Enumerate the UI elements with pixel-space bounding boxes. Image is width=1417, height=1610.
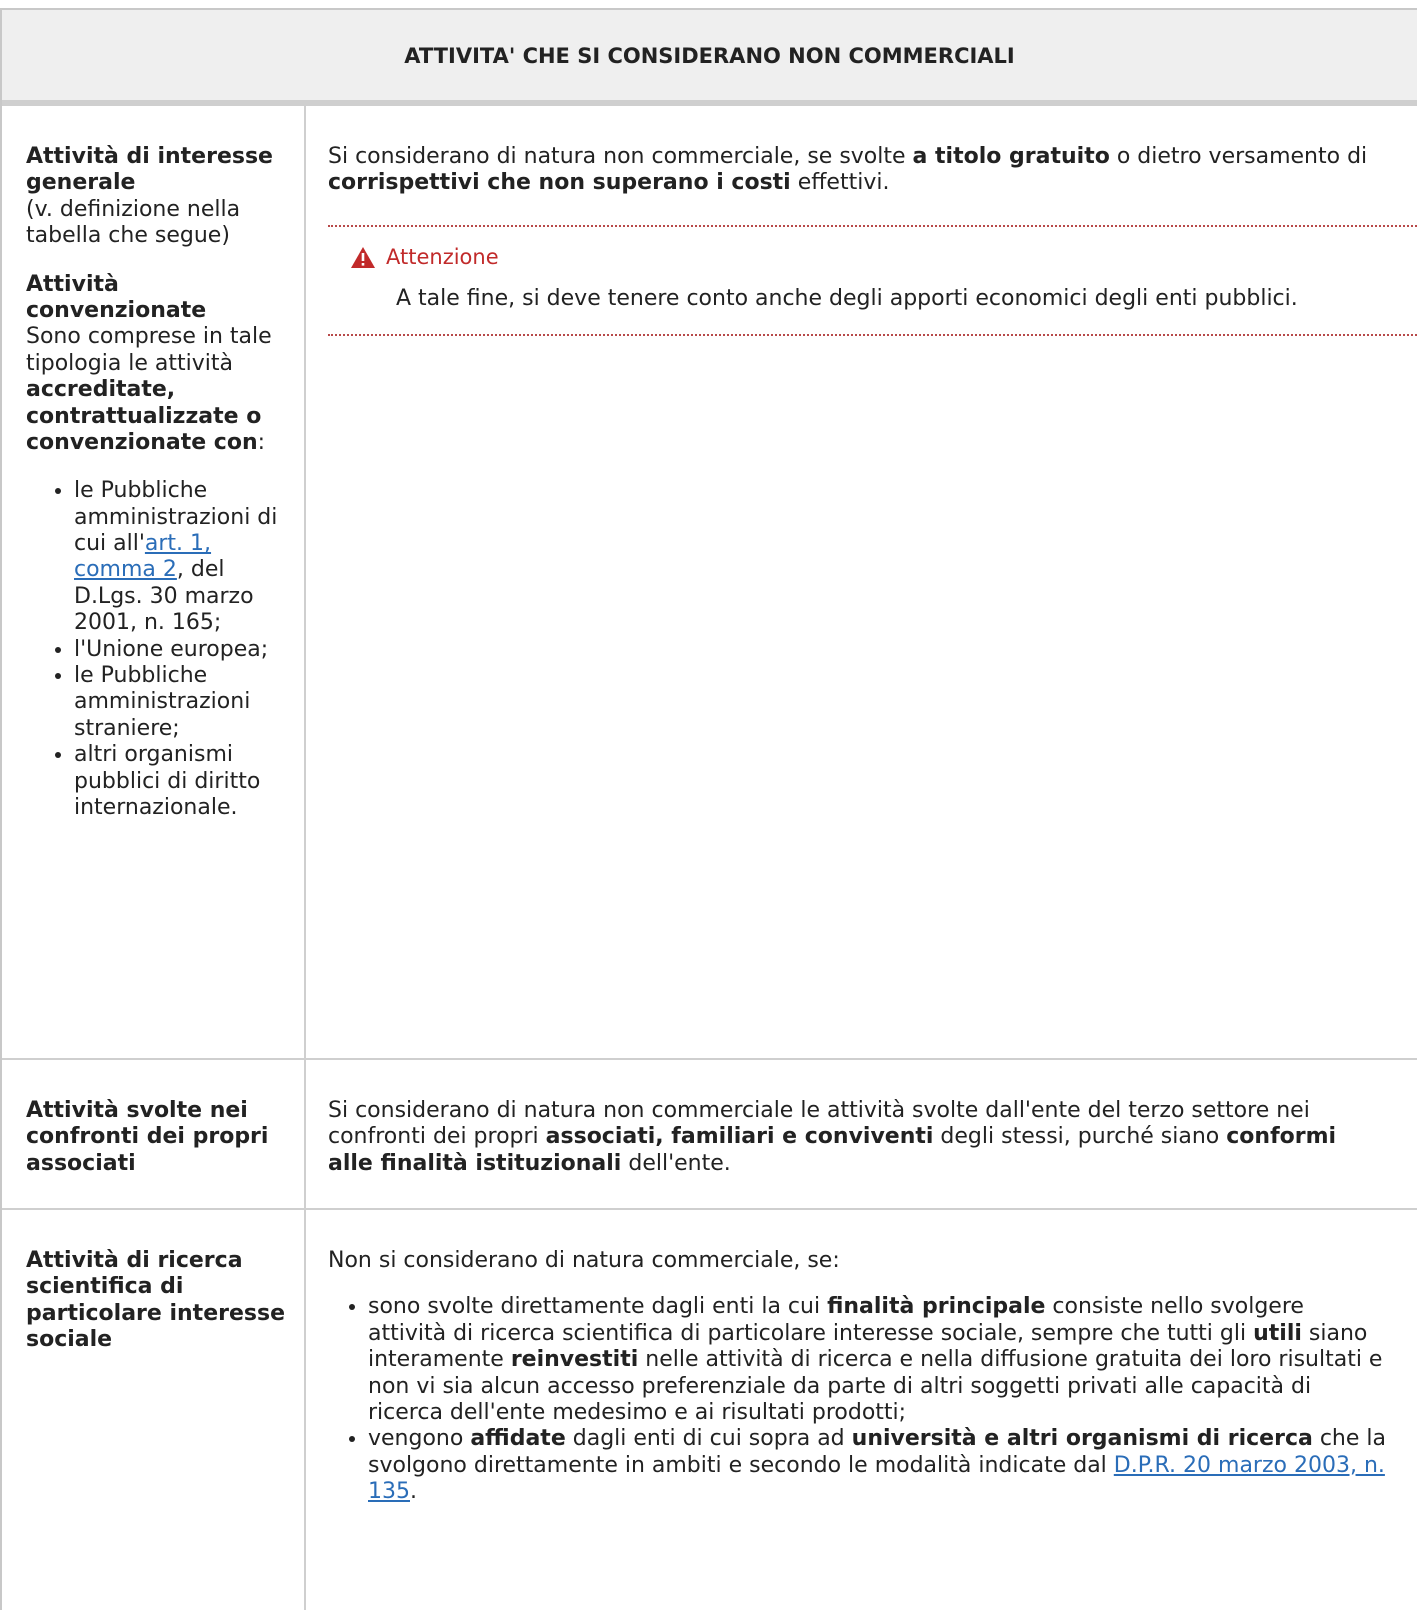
row-title-agreed: Attività convenzionate: [26, 271, 207, 323]
list-item: • l'Unione europea;: [74, 637, 294, 663]
list-item: • le Pubbliche amministrazioni straniere;: [74, 663, 294, 742]
content-paragraph: Si considerano di natura non commerciale le attività svolte dall'ente del terzo settore nei confronti dei propri associati, familiari e conviventi degli stessi, purché siano conformi alle finalità istituzionali dell'ente.: [328, 1098, 1337, 1176]
attention-text: A tale fine, si deve tenere conto anche degli apporti economici degli enti pubblici.: [396, 285, 1298, 311]
table-header: [2, 8, 1417, 106]
row-label-cell: [2, 1060, 306, 1208]
row-label-cell: [2, 1210, 306, 1610]
content-paragraph: Si considerano di natura non commerciale, se svolte a titolo gratuito o dietro versamento di corrispettivi che non superano i costi effettivi.: [328, 144, 1368, 196]
table-row: [2, 1060, 1417, 1210]
row-content-cell: [306, 1210, 1417, 1610]
table-row: [2, 106, 1417, 1060]
list-item: • sono svolte direttamente dagli enti la cui finalità principale consiste nello svolgere attività di ricerca scientifica di particolare interesse sociale, sempre che tutti gli utili siano interamente reinvestiti nelle attività di ricerca e nella diffusione gratuita dei loro risultati e non vi sia alcun accesso preferenziale da parte di altri soggetti privati alle capacità di ricerca dell'ente medesimo e ai risultati prodotti;: [368, 1294, 1387, 1426]
attention-label: Attenzione: [386, 244, 499, 269]
law-link-art1[interactable]: art. 1, comma 2: [74, 531, 212, 583]
row-content-cell: [306, 106, 1417, 1058]
entities-list: [26, 478, 294, 821]
conditions-list: [328, 1294, 1417, 1505]
row-content-cell: [306, 1060, 1417, 1208]
row-title-research: Attività di ricerca scientifica di particolare interesse sociale: [26, 1248, 285, 1353]
commercial-activities-table: [0, 8, 1417, 1610]
row-title-associates: Attività svolte nei confronti dei propri associati: [26, 1098, 269, 1176]
row-label-cell: [2, 106, 306, 1058]
table-row: [2, 1210, 1417, 1610]
warning-icon: [350, 246, 376, 269]
list-item: • le Pubbliche amministrazioni di cui all'art. 1, comma 2, del D.Lgs. 30 marzo 2001, n. 165;: [74, 478, 294, 636]
content-intro: Non si considerano di natura commerciale, se:: [328, 1248, 840, 1273]
table-title: ATTIVITA' CHE SI CONSIDERANO NON COMMERCIALI: [404, 44, 1015, 69]
row-title-general-interest: Attività di interesse generale: [26, 144, 273, 196]
law-link-dpr[interactable]: D.P.R. 20 marzo 2003, n. 135: [368, 1452, 1385, 1505]
list-item: • altri organismi pubblici di diritto internazionale.: [74, 742, 294, 821]
agreed-description: Sono comprese in tale tipologia le attività accreditate, contrattualizzate o convenzionate con:: [26, 324, 272, 455]
attention-box: [328, 225, 1417, 337]
row-subtitle: (v. definizione nella tabella che segue): [26, 196, 241, 249]
list-item: • vengono affidate dagli enti di cui sopra ad università e altri organismi di ricerca che la svolgono direttamente in ambiti e secondo le modalità indicate dal D.P.R. 20 marzo 2003, n. 135.: [368, 1426, 1387, 1505]
